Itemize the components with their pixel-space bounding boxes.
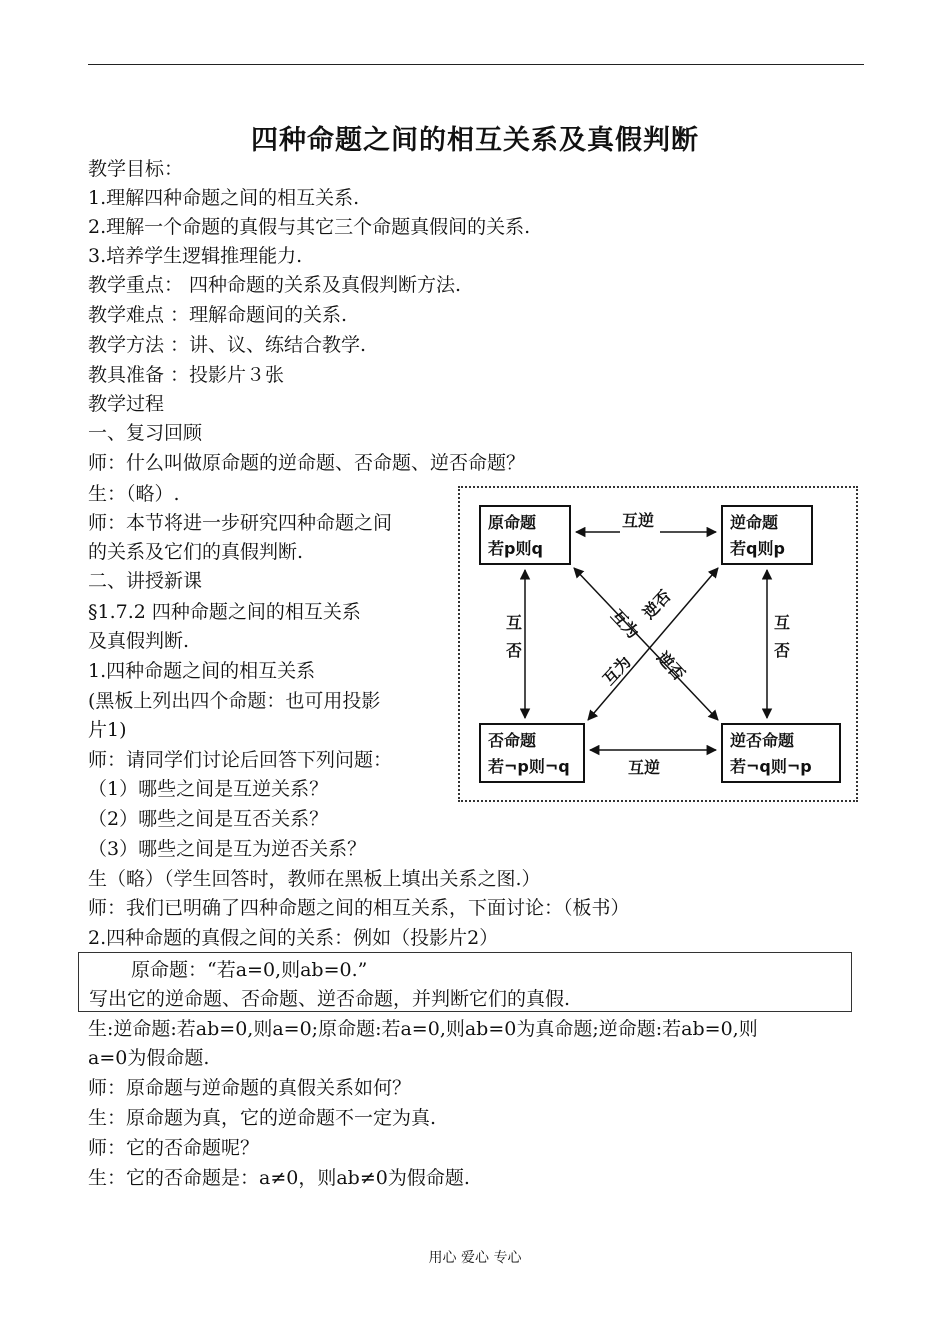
example-statement: 原命题：“若a=0,则ab=0.” <box>131 959 368 981</box>
contrapositive-name: 逆否命题 <box>730 731 795 750</box>
text-line: 3.培养学生逻辑推理能力. <box>88 245 303 267</box>
text-line: 片1) <box>88 719 127 741</box>
diagonal-arrow-a <box>574 568 718 720</box>
diagonal-label-b: 逆否 <box>639 586 675 623</box>
text-line: 及真假判断. <box>88 630 190 652</box>
diagram-canvas <box>460 488 860 804</box>
page-footer: 用心 爱心 专心 <box>428 1250 522 1266</box>
text-line: §1.7.2 四种命题之间的相互关系 <box>88 601 361 623</box>
text-line: 教学难点 ：理解命题间的关系. <box>88 304 348 326</box>
example-task: 写出它的逆命题、否命题、逆否命题，并判断它们的真假. <box>89 988 571 1010</box>
text-line: 1.理解四种命题之间的相互关系. <box>88 187 360 209</box>
text-line: 2.理解一个命题的真假与其它三个命题真假间的关系. <box>88 216 531 238</box>
diagonal-label-c: 互为 <box>599 652 635 689</box>
header-rule <box>88 64 864 65</box>
right-relation-label-1: 互 <box>774 613 791 632</box>
text-line: （1）哪些之间是互逆关系？ <box>88 778 329 800</box>
text-line: 教学目标： <box>88 158 184 180</box>
text-line: 生（略）（学生回答时，教师在黑板上填出关系之图.） <box>88 868 541 890</box>
converse-form: 若q则p <box>730 539 785 558</box>
text-line: （2）哪些之间是互否关系？ <box>88 808 329 830</box>
text-line: 师：我们已明确了四种命题之间的相互关系，下面讨论：（板书） <box>88 897 630 919</box>
original-form: 若p则q <box>488 539 543 558</box>
inverse-name: 否命题 <box>488 731 537 750</box>
text-line: 生：（略）. <box>88 483 180 505</box>
diagonal-label-a: 互为 <box>607 605 643 643</box>
left-relation-label-2: 否 <box>506 641 523 660</box>
diagonal-label-d: 逆否 <box>653 647 689 685</box>
text-line: 生：它的否命题是：a≠0，则ab≠0为假命题. <box>88 1167 470 1189</box>
text-line: (黑板上列出四个命题：也可用投影 <box>88 690 381 712</box>
text-line: 生：原命题为真，它的逆命题不一定为真. <box>88 1107 437 1129</box>
text-line: 生:逆命题:若ab=0,则a=0;原命题:若a=0,则ab=0为真命题;逆命题:若ab=0,则 <box>88 1018 758 1040</box>
text-line: 师：它的否命题呢？ <box>88 1137 260 1159</box>
text-line: 师：本节将进一步研究四种命题之间 <box>88 512 393 534</box>
text-line: 教学重点： 四种命题的关系及真假判断方法. <box>88 274 462 296</box>
text-line: 师：什么叫做原命题的逆命题、否命题、逆否命题？ <box>88 452 526 474</box>
text-line: 1.四种命题之间的相互关系 <box>88 660 316 682</box>
left-relation-label-1: 互 <box>506 613 523 632</box>
page-title: 四种命题之间的相互关系及真假判断 <box>251 125 699 156</box>
text-line: 2.四种命题的真假之间的关系：例如（投影片2） <box>88 927 499 949</box>
text-line: 师：原命题与逆命题的真假关系如何？ <box>88 1077 412 1099</box>
proposition-relation-diagram <box>458 486 858 802</box>
text-line: 一、复习回顾 <box>88 422 203 444</box>
diagonal-arrow-b <box>588 568 718 720</box>
text-line: 二、讲授新课 <box>88 570 203 592</box>
text-line: a=0为假命题. <box>88 1047 210 1069</box>
contrapositive-form: 若¬q则¬p <box>730 757 812 776</box>
original-name: 原命题 <box>488 513 537 532</box>
right-relation-label-2: 否 <box>774 641 791 660</box>
text-line: 教具准备 ：投影片３张 <box>88 364 285 386</box>
text-line: 教学过程 <box>88 393 165 415</box>
top-relation-label: 互逆 <box>622 511 655 530</box>
bottom-relation-label: 互逆 <box>628 758 661 777</box>
text-line: 教学方法 ：讲、议、练结合教学. <box>88 334 367 356</box>
text-line: 师：请同学们讨论后回答下列问题： <box>88 749 393 771</box>
text-line: 的关系及它们的真假判断. <box>88 541 304 563</box>
text-line: （3）哪些之间是互为逆否关系？ <box>88 838 367 860</box>
inverse-form: 若¬p则¬q <box>488 757 570 776</box>
example-box <box>78 952 852 1012</box>
converse-name: 逆命题 <box>730 513 779 532</box>
